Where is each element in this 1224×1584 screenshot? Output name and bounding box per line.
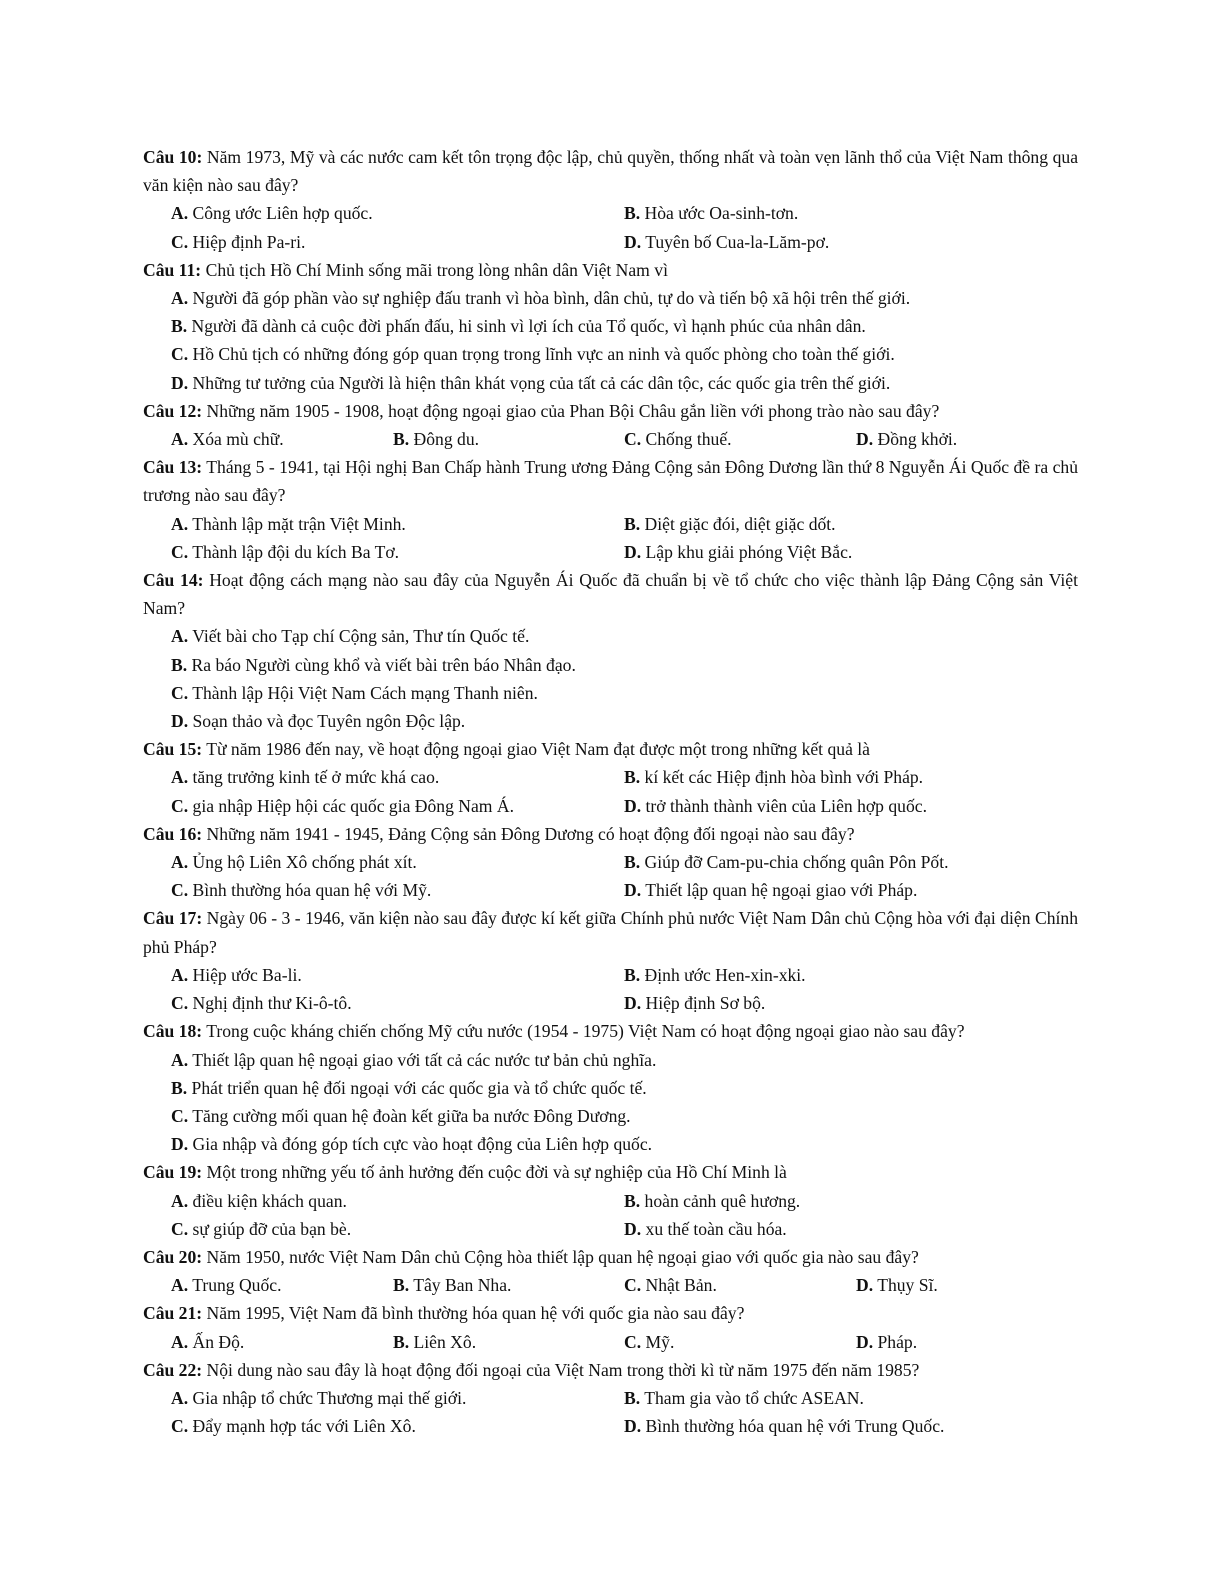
answer-options xyxy=(143,1328,1078,1356)
answer-option xyxy=(171,651,1078,679)
answer-option xyxy=(171,538,624,566)
answer-options xyxy=(143,199,1078,255)
question-number: Câu 21: xyxy=(143,1303,203,1324)
answer-option xyxy=(171,1384,624,1412)
answer-option xyxy=(856,1271,1078,1299)
answer-options xyxy=(143,763,1078,819)
answer-options xyxy=(143,961,1078,1017)
option-text: Nhật Bản. xyxy=(645,1275,717,1296)
option-text: Thụy Sĩ. xyxy=(877,1275,938,1296)
option-text: Phát triển quan hệ đối ngoại với các quốc gia và tổ chức quốc tế. xyxy=(191,1077,647,1098)
option-letter: A. xyxy=(171,1049,189,1070)
option-text: Người đã góp phần vào sự nghiệp đấu tranh vì hòa bình, dân chủ, tự do và tiến bộ xã hội trên thế giới. xyxy=(192,288,911,309)
option-text: Hồ Chủ tịch có những đóng góp quan trọng trong lĩnh vực an ninh và quốc phòng cho toàn thế giới. xyxy=(192,344,895,365)
answer-option xyxy=(171,1130,1078,1158)
question-text: Từ năm 1986 đến nay, về hoạt động ngoại giao Việt Nam đạt được một trong những kết quả là xyxy=(206,739,870,760)
answer-option xyxy=(171,876,624,904)
option-text: Hiệp ước Ba-li. xyxy=(192,964,302,985)
answer-option xyxy=(171,763,624,791)
option-text: Bình thường hóa quan hệ với Trung Quốc. xyxy=(645,1416,945,1437)
option-letter: A. xyxy=(171,1331,189,1352)
option-text: Chống thuế. xyxy=(645,429,732,450)
option-text: Trung Quốc. xyxy=(192,1275,282,1296)
question-text: Những năm 1941 - 1945, Đảng Cộng sản Đông Dương có hoạt động đối ngoại nào sau đây? xyxy=(206,823,855,844)
answer-option xyxy=(171,510,624,538)
answer-option xyxy=(171,340,1078,368)
question-stem xyxy=(143,904,1078,960)
answer-option xyxy=(171,284,1078,312)
option-text: Thành lập mặt trận Việt Minh. xyxy=(192,513,406,534)
question-stem xyxy=(143,256,1078,284)
answer-option xyxy=(624,228,1078,256)
answer-option xyxy=(171,228,624,256)
answer-option xyxy=(171,199,624,227)
option-text: Thành lập đội du kích Ba Tơ. xyxy=(192,541,400,562)
answer-option xyxy=(171,1046,1078,1074)
answer-option xyxy=(171,679,1078,707)
option-text: Gia nhập và đóng góp tích cực vào hoạt động của Liên hợp quốc. xyxy=(192,1134,653,1155)
question-number: Câu 19: xyxy=(143,1162,203,1183)
option-text: Ấn Độ. xyxy=(192,1331,245,1352)
question-block xyxy=(143,904,1078,1017)
answer-option xyxy=(624,792,1078,820)
answer-option xyxy=(624,989,1078,1017)
option-text: Soạn thảo và đọc Tuyên ngôn Độc lập. xyxy=(192,711,466,732)
option-letter: A. xyxy=(171,964,189,985)
question-number: Câu 11: xyxy=(143,259,202,280)
option-letter: A. xyxy=(171,767,189,788)
answer-option xyxy=(624,961,1078,989)
option-text: Định ước Hen-xin-xki. xyxy=(644,964,806,985)
option-letter: C. xyxy=(171,993,189,1014)
option-text: Diệt giặc đói, diệt giặc dốt. xyxy=(644,513,836,534)
answer-option xyxy=(171,1215,624,1243)
question-stem xyxy=(143,453,1078,509)
option-letter: B. xyxy=(624,1190,641,1211)
option-text: Hòa ước Oa-sinh-tơn. xyxy=(644,203,799,224)
option-text: Thiết lập quan hệ ngoại giao với tất cả các nước tư bản chủ nghĩa. xyxy=(192,1049,657,1070)
option-letter: B. xyxy=(171,654,188,675)
option-text: trở thành thành viên của Liên hợp quốc. xyxy=(645,795,927,816)
option-letter: B. xyxy=(624,1387,641,1408)
option-letter: A. xyxy=(171,513,189,534)
option-letter: C. xyxy=(171,682,189,703)
question-block xyxy=(143,256,1078,397)
option-text: Công ước Liên hợp quốc. xyxy=(192,203,373,224)
answer-option xyxy=(171,792,624,820)
answer-options xyxy=(143,284,1078,397)
option-text: Đồng khởi. xyxy=(877,429,958,450)
question-block xyxy=(143,1299,1078,1355)
answer-options xyxy=(143,1384,1078,1440)
option-text: Xóa mù chữ. xyxy=(192,429,284,450)
option-letter: B. xyxy=(393,1331,410,1352)
question-number: Câu 16: xyxy=(143,823,203,844)
option-letter: A. xyxy=(171,429,189,450)
question-text: Năm 1995, Việt Nam đã bình thường hóa quan hệ với quốc gia nào sau đây? xyxy=(206,1303,745,1324)
option-text: Đông du. xyxy=(413,429,480,450)
answer-option xyxy=(624,876,1078,904)
option-text: Lập khu giải phóng Việt Bắc. xyxy=(645,541,853,562)
option-letter: B. xyxy=(171,316,188,337)
option-letter: B. xyxy=(624,513,641,534)
question-block xyxy=(143,1017,1078,1158)
option-text: Hiệp định Pa-ri. xyxy=(192,231,306,252)
question-stem xyxy=(143,735,1078,763)
question-text: Chủ tịch Hồ Chí Minh sống mãi trong lòng nhân dân Việt Nam vì xyxy=(205,259,668,280)
option-letter: C. xyxy=(171,231,189,252)
option-text: gia nhập Hiệp hội các quốc gia Đông Nam Á. xyxy=(192,795,514,816)
option-letter: B. xyxy=(393,429,410,450)
answer-option xyxy=(171,312,1078,340)
answer-option xyxy=(171,1271,393,1299)
option-letter: C. xyxy=(171,541,189,562)
option-text: Mỹ. xyxy=(645,1331,675,1352)
option-letter: D. xyxy=(624,231,642,252)
option-letter: A. xyxy=(171,1275,189,1296)
answer-option xyxy=(171,989,624,1017)
answer-options xyxy=(143,1187,1078,1243)
option-letter: A. xyxy=(171,852,189,873)
question-number: Câu 12: xyxy=(143,400,203,421)
answer-options xyxy=(143,510,1078,566)
answer-option xyxy=(624,510,1078,538)
option-letter: C. xyxy=(171,1105,189,1126)
answer-option xyxy=(171,425,393,453)
option-text: kí kết các Hiệp định hòa bình với Pháp. xyxy=(644,767,924,788)
question-number: Câu 13: xyxy=(143,457,203,478)
option-letter: C. xyxy=(171,1416,189,1437)
question-text: Trong cuộc kháng chiến chống Mỹ cứu nước (1954 - 1975) Việt Nam có hoạt động ngoại giao nào sau đây? xyxy=(206,1021,965,1042)
option-text: Hiệp định Sơ bộ. xyxy=(645,993,766,1014)
option-text: Gia nhập tổ chức Thương mại thế giới. xyxy=(192,1387,467,1408)
option-letter: D. xyxy=(856,1275,874,1296)
answer-option xyxy=(171,961,624,989)
question-text: Một trong những yếu tố ảnh hưởng đến cuộc đời và sự nghiệp của Hồ Chí Minh là xyxy=(206,1162,787,1183)
option-letter: B. xyxy=(624,767,641,788)
question-block xyxy=(143,820,1078,905)
answer-option xyxy=(624,538,1078,566)
option-text: Tuyên bố Cua-la-Lăm-pơ. xyxy=(645,231,830,252)
answer-options xyxy=(143,1046,1078,1159)
option-letter: B. xyxy=(624,964,641,985)
option-letter: A. xyxy=(171,288,189,309)
option-text: hoàn cảnh quê hương. xyxy=(644,1190,801,1211)
answer-option xyxy=(171,848,624,876)
question-block xyxy=(143,566,1078,735)
option-letter: D. xyxy=(171,1134,189,1155)
answer-option xyxy=(393,1271,624,1299)
option-text: Viết bài cho Tạp chí Cộng sản, Thư tín Quốc tế. xyxy=(192,626,530,647)
option-letter: D. xyxy=(624,1218,642,1239)
answer-option xyxy=(624,1215,1078,1243)
option-letter: A. xyxy=(171,626,189,647)
answer-options xyxy=(143,425,1078,453)
option-text: điều kiện khách quan. xyxy=(192,1190,347,1211)
question-number: Câu 20: xyxy=(143,1246,203,1267)
option-letter: C. xyxy=(171,344,189,365)
answer-option xyxy=(624,1187,1078,1215)
answer-option xyxy=(624,199,1078,227)
answer-option xyxy=(393,425,624,453)
option-letter: D. xyxy=(624,795,642,816)
option-letter: C. xyxy=(624,429,642,450)
answer-option xyxy=(171,369,1078,397)
answer-option xyxy=(171,707,1078,735)
option-text: Tây Ban Nha. xyxy=(413,1275,512,1296)
option-letter: D. xyxy=(624,541,642,562)
question-block xyxy=(143,1243,1078,1299)
question-stem xyxy=(143,820,1078,848)
question-number: Câu 15: xyxy=(143,739,203,760)
option-letter: D. xyxy=(171,711,189,732)
answer-option xyxy=(171,1187,624,1215)
option-text: Thành lập Hội Việt Nam Cách mạng Thanh niên. xyxy=(192,682,538,703)
option-letter: D. xyxy=(624,880,642,901)
option-text: Đẩy mạnh hợp tác với Liên Xô. xyxy=(192,1416,416,1437)
question-block xyxy=(143,397,1078,453)
answer-options xyxy=(143,1271,1078,1299)
option-letter: D. xyxy=(624,1416,642,1437)
option-text: Tham gia vào tổ chức ASEAN. xyxy=(644,1387,864,1408)
option-letter: C. xyxy=(171,880,189,901)
option-letter: B. xyxy=(624,852,641,873)
answer-option xyxy=(856,425,1078,453)
question-stem xyxy=(143,1356,1078,1384)
question-block xyxy=(143,1356,1078,1441)
answer-option xyxy=(171,1412,624,1440)
answer-option xyxy=(171,622,1078,650)
question-block xyxy=(143,143,1078,256)
option-text: sự giúp đỡ của bạn bè. xyxy=(192,1218,352,1239)
option-text: Liên Xô. xyxy=(413,1331,477,1352)
question-stem xyxy=(143,1158,1078,1186)
question-stem xyxy=(143,1299,1078,1327)
option-text: Nghị định thư Ki-ô-tô. xyxy=(192,993,352,1014)
answer-options xyxy=(143,848,1078,904)
question-number: Câu 17: xyxy=(143,908,203,929)
option-text: Pháp. xyxy=(877,1331,918,1352)
answer-option xyxy=(624,1271,856,1299)
question-text: Năm 1973, Mỹ và các nước cam kết tôn trọng độc lập, chủ quyền, thống nhất và toàn vẹn lãnh thổ của Việt Nam thông qua văn kiện nào sau đây? xyxy=(143,147,1078,196)
option-letter: B. xyxy=(393,1275,410,1296)
question-number: Câu 10: xyxy=(143,147,203,167)
option-text: Tăng cường mối quan hệ đoàn kết giữa ba nước Đông Dương. xyxy=(192,1105,631,1126)
answer-option xyxy=(393,1328,624,1356)
option-letter: D. xyxy=(856,1331,874,1352)
question-text: Những năm 1905 - 1908, hoạt động ngoại giao của Phan Bội Châu gắn liền với phong trào nào sau đây? xyxy=(206,400,940,421)
option-letter: A. xyxy=(171,1190,189,1211)
option-text: Giúp đỡ Cam-pu-chia chống quân Pôn Pốt. xyxy=(644,852,949,873)
option-letter: D. xyxy=(856,429,874,450)
option-letter: B. xyxy=(171,1077,188,1098)
answer-options xyxy=(143,622,1078,735)
option-letter: C. xyxy=(624,1331,642,1352)
question-number: Câu 22: xyxy=(143,1359,203,1380)
question-text: Ngày 06 - 3 - 1946, văn kiện nào sau đây được kí kết giữa Chính phủ nước Việt Nam Dân chủ Cộng hòa với đại diện Chính phủ Pháp? xyxy=(143,908,1078,957)
question-text: Hoạt động cách mạng nào sau đây của Nguyễn Ái Quốc đã chuẩn bị về tổ chức cho việc thành lập Đảng Cộng sản Việt Nam? xyxy=(143,570,1078,619)
question-number: Câu 14: xyxy=(143,570,204,591)
question-stem xyxy=(143,1243,1078,1271)
option-text: Người đã dành cả cuộc đời phấn đấu, hi sinh vì lợi ích của Tổ quốc, vì hạnh phúc của nhân dân. xyxy=(191,316,866,337)
option-text: Những tư tưởng của Người là hiện thân khát vọng của tất cả các dân tộc, các quốc gia trên thế giới. xyxy=(192,372,891,393)
option-letter: B. xyxy=(624,203,641,224)
option-text: Thiết lập quan hệ ngoại giao với Pháp. xyxy=(645,880,918,901)
option-letter: C. xyxy=(171,1218,189,1239)
question-stem xyxy=(143,397,1078,425)
answer-option xyxy=(624,848,1078,876)
answer-option xyxy=(624,1412,1078,1440)
exam-page xyxy=(143,143,1078,1440)
option-letter: C. xyxy=(624,1275,642,1296)
answer-option xyxy=(171,1102,1078,1130)
option-letter: D. xyxy=(171,372,189,393)
option-letter: D. xyxy=(624,993,642,1014)
answer-option xyxy=(624,763,1078,791)
option-text: Ủng hộ Liên Xô chống phát xít. xyxy=(192,852,417,873)
question-text: Nội dung nào sau đây là hoạt động đối ngoại của Việt Nam trong thời kì từ năm 1975 đến năm 1985? xyxy=(206,1359,920,1380)
option-text: Bình thường hóa quan hệ với Mỹ. xyxy=(192,880,432,901)
option-letter: A. xyxy=(171,203,189,224)
answer-option xyxy=(624,425,856,453)
option-text: tăng trưởng kinh tế ở mức khá cao. xyxy=(192,767,440,788)
question-block xyxy=(143,735,1078,820)
answer-option xyxy=(856,1328,1078,1356)
option-letter: A. xyxy=(171,1387,189,1408)
answer-option xyxy=(624,1328,856,1356)
question-block xyxy=(143,453,1078,566)
question-stem xyxy=(143,566,1078,622)
answer-option xyxy=(624,1384,1078,1412)
answer-option xyxy=(171,1074,1078,1102)
question-block xyxy=(143,1158,1078,1243)
question-text: Tháng 5 - 1941, tại Hội nghị Ban Chấp hành Trung ương Đảng Cộng sản Đông Dương lần thứ 8 Nguyễn Ái Quốc đề ra chủ trương nào sau đây? xyxy=(143,457,1078,506)
answer-option xyxy=(171,1328,393,1356)
question-stem xyxy=(143,143,1078,199)
option-text: Ra báo Người cùng khổ và viết bài trên báo Nhân đạo. xyxy=(191,654,576,675)
option-letter: C. xyxy=(171,795,189,816)
option-text: xu thế toàn cầu hóa. xyxy=(645,1218,787,1239)
question-text: Năm 1950, nước Việt Nam Dân chủ Cộng hòa thiết lập quan hệ ngoại giao với quốc gia nào sau đây? xyxy=(206,1246,919,1267)
question-number: Câu 18: xyxy=(143,1021,203,1042)
question-stem xyxy=(143,1017,1078,1045)
